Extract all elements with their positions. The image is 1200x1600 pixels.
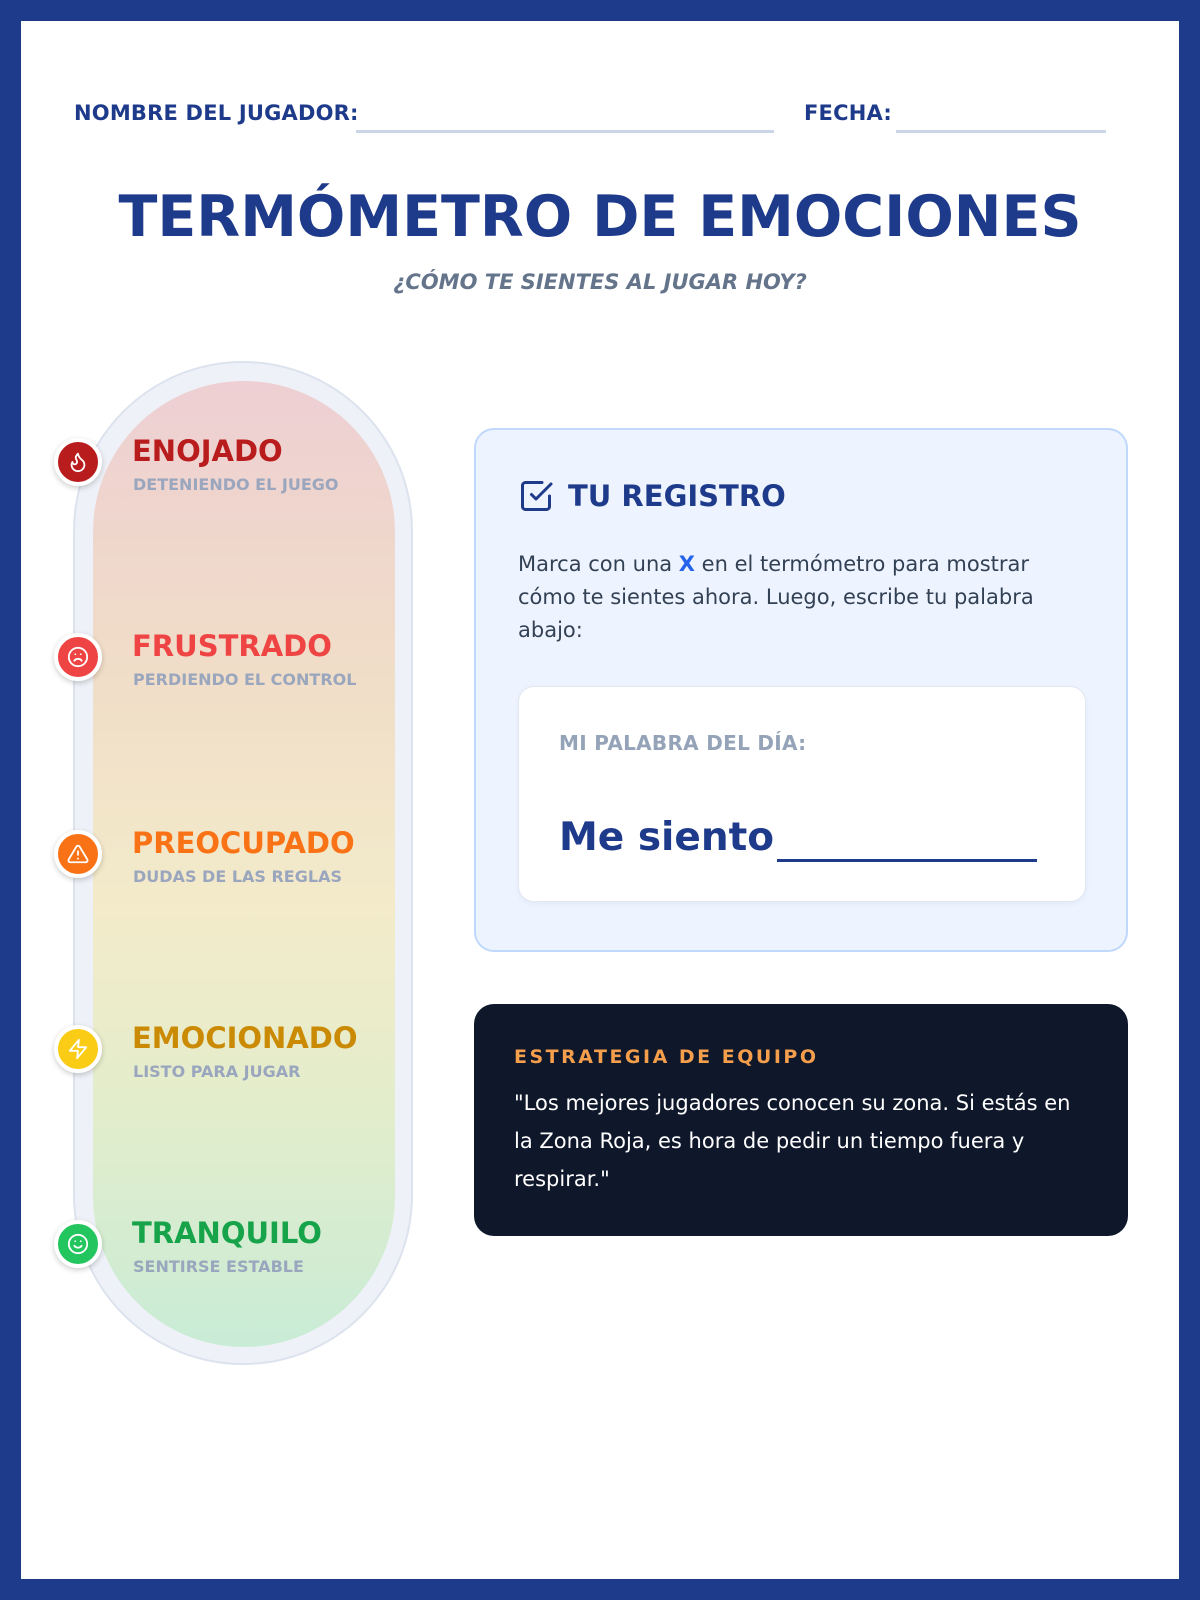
registro-card — [474, 428, 1128, 952]
date-label: FECHA: — [804, 101, 892, 125]
registro-header — [518, 476, 786, 516]
level-label: ENOJADO — [132, 434, 283, 468]
frown-icon — [54, 633, 102, 681]
registro-title: TU REGISTRO — [568, 479, 786, 513]
word-of-day-field[interactable] — [777, 859, 1037, 862]
header-row — [74, 81, 1149, 133]
flame-icon — [54, 438, 102, 486]
lightning-icon — [54, 1025, 102, 1073]
level-description: LISTO PARA JUGAR — [133, 1062, 301, 1081]
word-of-day-label: MI PALABRA DEL DÍA: — [559, 731, 807, 755]
word-prefix: Me siento — [559, 815, 775, 860]
level-description: DETENIENDO EL JUEGO — [133, 475, 339, 494]
strategy-title: ESTRATEGIA DE EQUIPO — [514, 1046, 819, 1068]
level-description: PERDIENDO EL CONTROL — [133, 670, 357, 689]
level-label: EMOCIONADO — [132, 1021, 358, 1055]
strategy-card — [474, 1004, 1128, 1236]
mark-x: X — [678, 552, 695, 576]
alert-triangle-icon — [54, 830, 102, 878]
word-of-day-box — [518, 686, 1086, 902]
smile-icon — [54, 1220, 102, 1268]
player-name-label: NOMBRE DEL JUGADOR: — [74, 101, 359, 125]
level-label: FRUSTRADO — [132, 629, 332, 663]
player-name-field[interactable] — [356, 130, 774, 133]
date-field[interactable] — [896, 130, 1106, 133]
level-label: PREOCUPADO — [132, 826, 355, 860]
level-label: TRANQUILO — [132, 1216, 322, 1250]
thermometer-scale[interactable] — [93, 381, 395, 1347]
registro-instructions — [518, 548, 1078, 647]
instructions-text-cont: en el termómetro para mostrar cómo te sientes ahora. Luego, escribe tu palabra abajo: — [518, 552, 1034, 642]
level-description: SENTIRSE ESTABLE — [133, 1257, 304, 1276]
page-subtitle: ¿CÓMO TE SIENTES AL JUGAR HOY? — [393, 270, 807, 294]
instructions-text: Marca con una — [518, 552, 679, 576]
level-description: DUDAS DE LAS REGLAS — [133, 867, 342, 886]
strategy-quote: "Los mejores jugadores conocen su zona. Si estás en la Zona Roja, es hora de pedir un tiempo fuera y respirar." — [514, 1091, 1071, 1191]
worksheet — [21, 21, 1179, 1579]
page-title: TERMÓMETRO DE EMOCIONES — [118, 184, 1082, 250]
checkbox-check-icon — [518, 478, 554, 514]
